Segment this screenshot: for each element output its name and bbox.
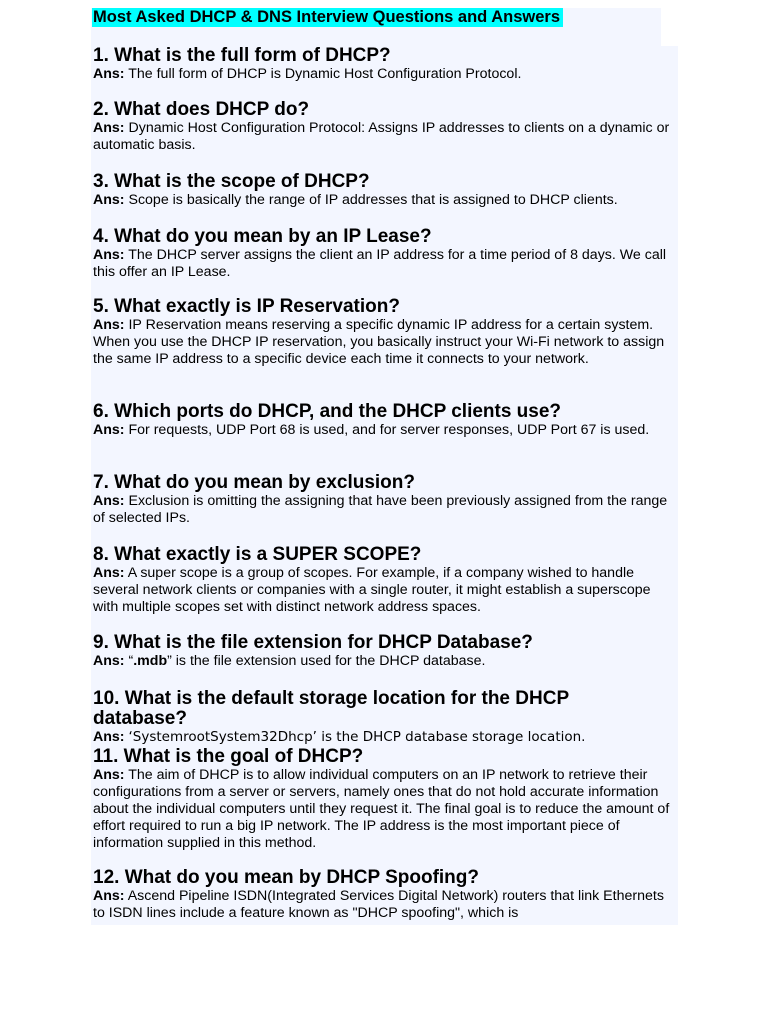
file-extension: .mdb xyxy=(133,653,168,669)
answer-text: Exclusion is omitting the assigning that have been previously assigned from the range of selected IPs. xyxy=(93,493,668,526)
answer-text: Scope is basically the range of IP addresses that is assigned to DHCP clients. xyxy=(128,192,618,208)
answer-1 xyxy=(93,66,673,83)
qa-item-12 xyxy=(93,868,673,922)
answer-prefix: “ xyxy=(128,653,134,669)
qa-item-1 xyxy=(93,46,673,83)
question-11: 11. What is the goal of DHCP? xyxy=(93,746,364,767)
answer-text: The aim of DHCP is to allow individual computers on an IP network to retrieve their configurations from a server or servers, namely ones that do not hold accurate information about the individual computers until they request it. The final goal is to reduce the amount of effort required to run a big IP network. The IP address is the most important piece of information supplied in this method. xyxy=(93,767,670,851)
question-12: 12. What do you mean by DHCP Spoofing? xyxy=(93,867,480,888)
answer-5 xyxy=(93,317,673,368)
qa-item-4 xyxy=(93,227,673,281)
answer-6 xyxy=(93,422,673,439)
answer-9 xyxy=(93,653,673,670)
answer-label: Ans: xyxy=(93,653,125,669)
answer-label: Ans: xyxy=(93,422,125,438)
qa-item-3 xyxy=(93,172,673,209)
answer-3 xyxy=(93,192,673,209)
answer-2 xyxy=(93,120,673,154)
question-9: 9. What is the file extension for DHCP Database? xyxy=(93,632,533,653)
answer-label: Ans: xyxy=(93,729,125,745)
answer-label: Ans: xyxy=(93,565,125,581)
answer-text: Ascend Pipeline ISDN(Integrated Services Digital Network) routers that link Ethernets to ISDN lines include a feature known as "DHCP spoofing", which is xyxy=(93,888,664,921)
answer-12 xyxy=(93,888,673,922)
question-8: 8. What exactly is a SUPER SCOPE? xyxy=(93,544,422,565)
question-7: 7. What do you mean by exclusion? xyxy=(93,472,415,493)
question-5: 5. What exactly is IP Reservation? xyxy=(93,296,400,317)
qa-item-9 xyxy=(93,633,673,670)
answer-label: Ans: xyxy=(93,247,125,263)
qa-item-6 xyxy=(93,402,673,439)
qa-item-5 xyxy=(93,297,673,368)
qa-item-10 xyxy=(93,689,673,746)
answer-10 xyxy=(93,729,673,746)
question-10: 10. What is the default storage location for the DHCP database? xyxy=(93,688,569,729)
page-title: Most Asked DHCP & DNS Interview Questions and Answers xyxy=(92,8,563,27)
answer-text: The DHCP server assigns the client an IP address for a time period of 8 days. We call this offer an IP Lease. xyxy=(93,247,667,280)
answer-text: ‘SystemrootSystem32Dhcp’ is the DHCP database storage location. xyxy=(128,729,586,745)
answer-label: Ans: xyxy=(93,767,125,783)
answer-label: Ans: xyxy=(93,493,125,509)
answer-suffix: ” is the file extension used for the DHCP database. xyxy=(167,653,486,669)
question-2: 2. What does DHCP do? xyxy=(93,99,310,120)
answer-label: Ans: xyxy=(93,888,125,904)
qa-item-2 xyxy=(93,100,673,154)
answer-text: IP Reservation means reserving a specific dynamic IP address for a certain system. When you use the DHCP IP reservation, you basically instruct your Wi-Fi network to assign the same IP address to a specific device each time it connects to your network. xyxy=(93,317,665,367)
answer-label: Ans: xyxy=(93,317,125,333)
question-6: 6. Which ports do DHCP, and the DHCP clients use? xyxy=(93,401,562,422)
answer-4 xyxy=(93,247,673,281)
question-4: 4. What do you mean by an IP Lease? xyxy=(93,226,432,247)
answer-text: Dynamic Host Configuration Protocol: Assigns IP addresses to clients on a dynamic or automatic basis. xyxy=(93,120,670,153)
answer-text: A super scope is a group of scopes. For example, if a company wished to handle several network clients or companies with a single router, it might establish a superscope with multiple scopes set with distinct network address spaces. xyxy=(93,565,651,615)
question-1: 1. What is the full form of DHCP? xyxy=(93,45,391,66)
qa-item-7 xyxy=(93,473,673,527)
answer-7 xyxy=(93,493,673,527)
qa-item-11 xyxy=(93,747,673,852)
answer-label: Ans: xyxy=(93,120,125,136)
answer-11 xyxy=(93,767,673,852)
question-3: 3. What is the scope of DHCP? xyxy=(93,171,370,192)
answer-8 xyxy=(93,565,673,616)
answer-text: The full form of DHCP is Dynamic Host Configuration Protocol. xyxy=(128,66,522,82)
answer-label: Ans: xyxy=(93,192,125,208)
answer-text: For requests, UDP Port 68 is used, and for server responses, UDP Port 67 is used. xyxy=(128,422,650,438)
qa-item-8 xyxy=(93,545,673,616)
answer-label: Ans: xyxy=(93,66,125,82)
